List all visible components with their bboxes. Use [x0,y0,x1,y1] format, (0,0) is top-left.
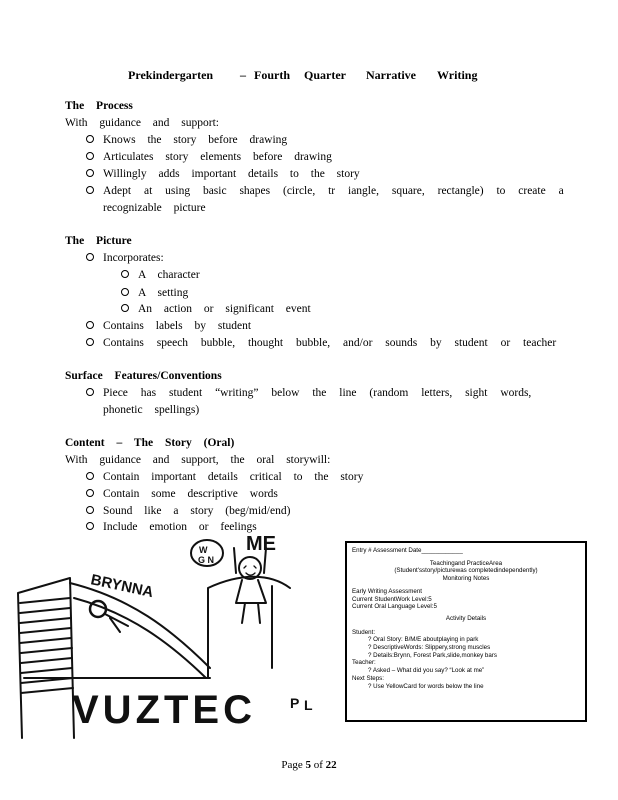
list-item-continued: phonetic spellings) [103,404,200,416]
list-item: Contains labels by student [86,320,251,332]
drawing-label-writing-l: L [304,697,313,713]
content-heading: Content – The Story (Oral) [65,437,235,449]
footer-page: 5 [305,759,311,771]
title-part: – [240,68,246,82]
drawing-label-me: ME [246,533,276,555]
list-item: Adept at using basic shapes (circle, tr iangle, square, rectangle) to create a [86,185,564,197]
title-part: Fourth [254,68,290,82]
bullet-icon [86,321,94,329]
monkey-bars-shape [208,577,290,678]
bullet-icon [121,304,129,312]
list-item: Incorporates: [86,252,164,264]
list-item-continued: recognizable picture [103,202,206,214]
assessment-activity: Activity Details [445,614,487,622]
picture-heading: The Picture [65,235,132,247]
bullet-icon [121,270,129,278]
assessment-box [345,541,587,722]
bullet-icon [86,489,94,497]
drawing-label-writing-p: P [290,695,300,711]
process-heading: The Process [65,100,133,112]
sub-list-item: A setting [121,287,188,299]
process-intro: With guidance and support: [65,117,219,129]
list-item: Contain some descriptive words [86,488,278,500]
title-part: Prekindergarten [128,68,214,82]
list-item: Piece has student “writing” below the line (random letters, sight words, [86,387,531,399]
drawing-label-writing: VUZTEC [72,688,256,732]
assessment-next-item: ? Use YellowCard for words below the line [368,682,484,690]
assessment-student-item: ? DescriptiveWords: Slippery,strong muscles [368,644,491,652]
sub-list-item: A character [121,269,200,281]
list-item: Willingly adds important details to the story [86,168,360,180]
footer-of: of [313,759,323,771]
assessment-work-level: Current StudentWork Level:5 [352,595,432,603]
title-part: Writing [437,68,478,82]
bullet-icon [121,288,129,296]
bullet-icon [86,169,94,177]
assessment-entry: Entry # Assessment Date____________ [352,547,463,554]
list-item: Include emotion or feelings [86,521,257,533]
drawing-label-name: BRYNNA [89,571,155,602]
assessment-sub: (Student'sstory/picturewas completedindependently) [394,567,538,575]
content-intro: With guidance and support, the oral storywill: [65,454,331,466]
page-footer [0,759,618,771]
assessment-oral-level: Current Oral Language Level:5 [352,603,437,611]
assessment-early: Early Writing Assessment [352,587,423,595]
bullet-icon [86,253,94,261]
bullet-icon [86,152,94,160]
assessment-monitoring: Monitoring Notes [442,575,490,583]
list-item: Knows the story before drawing [86,134,287,146]
drawing-label-bubble-2: G N [198,555,215,565]
student-drawing [10,528,340,743]
bullet-icon [86,388,94,396]
assessment-next-label: Next Steps: [352,674,384,682]
drawing-label-bubble-1: W [199,545,208,555]
footer-total: 22 [325,759,337,771]
assessment-area: Teachingand PracticeArea [429,559,503,567]
child-head-shape [90,601,106,617]
bullet-icon [86,186,94,194]
bullet-icon [86,135,94,143]
surface-heading: Surface Features/Conventions [65,370,222,382]
bullet-icon [86,506,94,514]
list-item: Contains speech bubble, thought bubble, and/or sounds by student or teacher [86,337,556,349]
footer-prefix: Page [281,759,303,771]
title-part: Narrative [366,68,416,82]
list-item: Contain important details critical to the story [86,471,363,483]
assessment-student-item: ? Details:Brynn, Forest Park,slide,monkey bars [368,651,497,659]
title-part: Quarter [304,68,346,82]
list-item: Sound like a story (beg/mid/end) [86,505,290,517]
list-item: Articulates story elements before drawing [86,151,332,163]
sub-list-item: An action or significant event [121,303,311,315]
assessment-teacher-label: Teacher: [352,659,376,667]
assessment-student-item: ? Oral Story: B/M/E aboutplaying in park [368,636,479,644]
assessment-student-label: Student: [352,628,376,636]
assessment-teacher-item: ? Asked – What did you say? “Look at me” [368,667,485,675]
bullet-icon [86,472,94,480]
bullet-icon [86,338,94,346]
